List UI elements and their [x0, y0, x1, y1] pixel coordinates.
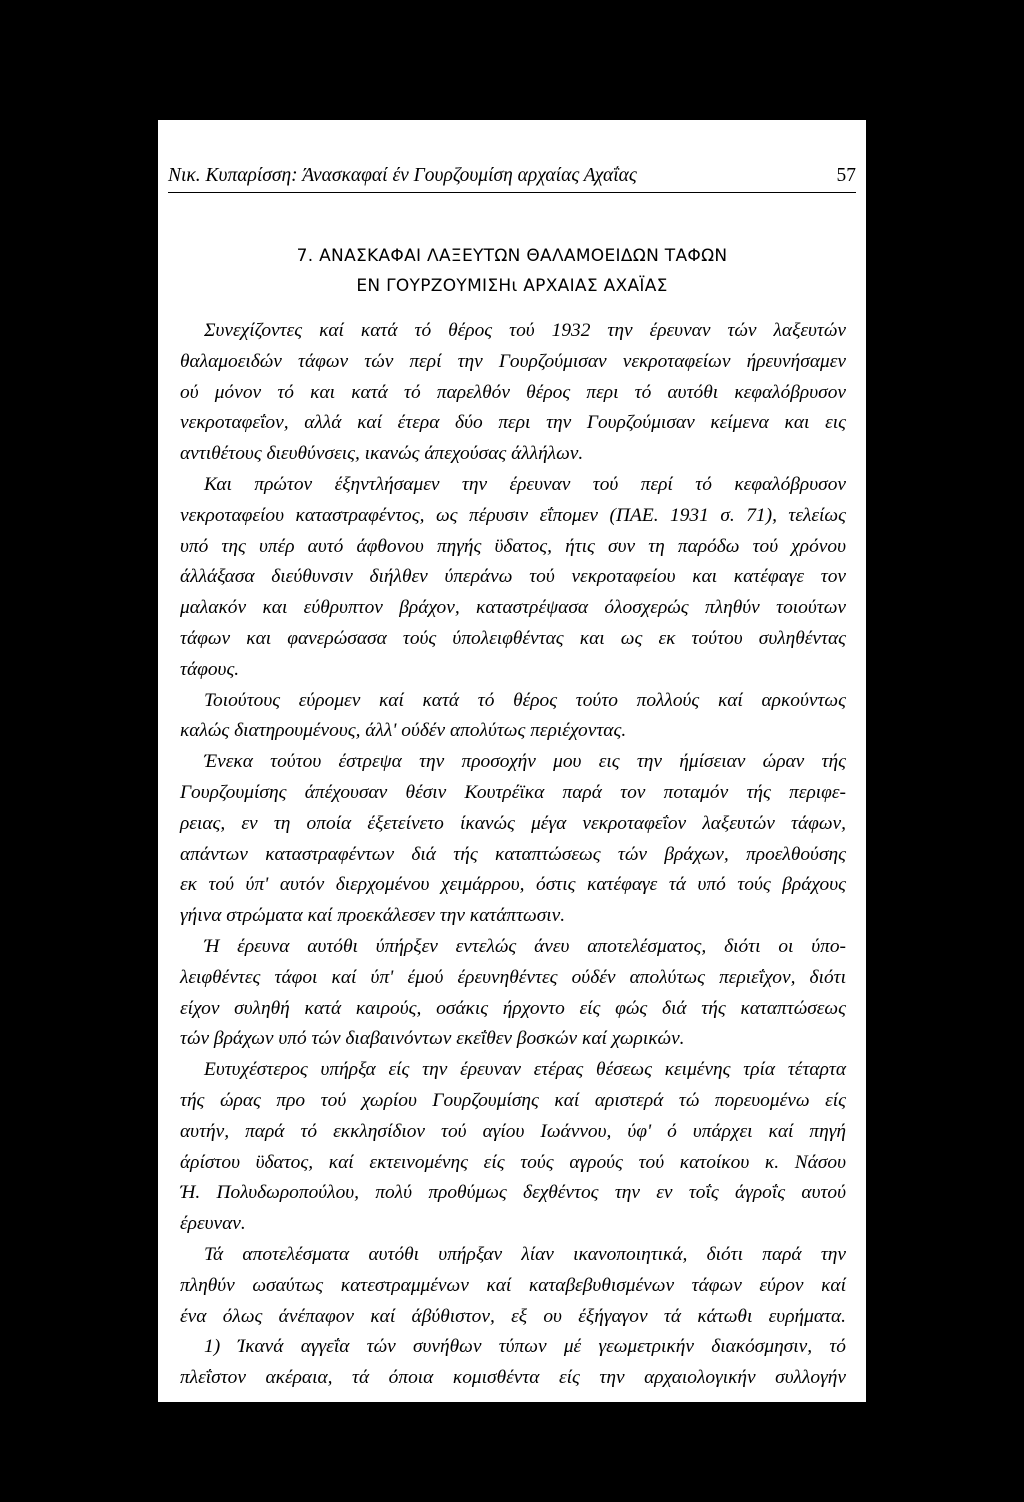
- text-line: πληθύν ωσαύτως κατεστραμμένων καί καταβεβυθισμένων τάφων εύρον καί: [180, 1274, 846, 1296]
- text-line: αυτήν, παρά τό εκκλησίδιον τού αγίου Ιωάννου, ύφ' ό υπάρχει καί πηγή: [180, 1120, 846, 1142]
- text-line: Ή έρευνα αυτόθι ύπήρξεν εντελώς άνευ αποτελέσματος, διότι οι ύπο-: [204, 935, 846, 957]
- text-line: Και πρώτον έξηντλήσαμεν την έρευναν τού περί τό κεφαλόβρυσον: [204, 473, 846, 495]
- text-line: ού μόνον τό και κατά τό παρελθόν θέρος περι τό αυτόθι κεφαλόβρυσον: [180, 381, 846, 403]
- text-line: Ή. Πολυδωροπούλου, πολύ προθύμως δεχθέντος την εν τοΐς άγροΐς αυτού: [180, 1182, 846, 1204]
- text-line: γήινα στρώματα καί προεκάλεσεν την κατάπτωσιν.: [180, 905, 566, 927]
- text-line: αντιθέτους διευθύνσεις, ικανώς άπεχούσας άλλήλων.: [180, 443, 584, 465]
- text-line: θαλαμοειδών τάφων τών περί την Γουρζούμισαν νεκροταφείων ήρευνήσαμεν: [180, 350, 846, 372]
- text-line: τάφων και φανερώσασα τούς ύπολειφθέντας και ως εκ τούτου συληθέντας: [180, 627, 846, 649]
- text-line: Ένεκα τούτου έστρεψα την προσοχήν μου εις την ήμίσειαν ώραν τής: [204, 751, 846, 773]
- text-line: Τά αποτελέσματα αυτόθι υπήρξαν λίαν ικανοποιητικά, διότι παρά την: [204, 1243, 846, 1265]
- text-line: τάφους.: [180, 658, 240, 680]
- text-line: εκ τού ύπ' αυτόν διερχομένου χειμάρρου, όστις κατέφαγε τά υπό τούς βράχους: [180, 874, 846, 896]
- text-line: μαλακόν και εύθρυπτον βράχον, καταστρέψασα όλοσχερώς πληθύν τοιούτων: [180, 597, 846, 619]
- text-line: Γουρζουμίσης άπέχουσαν θέσιν Κουτρέϊκα παρά τον ποταμόν τής περιφε-: [180, 781, 846, 803]
- body-text: [180, 316, 846, 1394]
- running-head-title: Νικ. Κυπαρίσση: Άνασκαφαί έν Γουρζουμίση αρχαίας Αχαΐας: [168, 165, 637, 186]
- running-head: [168, 156, 856, 196]
- text-line: λειφθέντες τάφοι καί ύπ' έμού έρευνηθέντες ούδέν απολύτως περιεΐχον, διότι: [180, 966, 846, 988]
- text-line: άρίστου ϋδατος, καί εκτεινομένης είς τούς αγρούς τού κατοίκου κ. Νάσου: [180, 1151, 846, 1173]
- text-line: τής ώρας προ τού χωρίου Γουρζουμίσης καί αριστερά τώ πορευομένω είς: [180, 1089, 846, 1111]
- text-line: καλώς διατηρουμένους, άλλ' ούδέν απολύτως περιέχοντας.: [180, 720, 627, 742]
- text-line: πλεΐστον ακέραια, τά όποια κομισθέντα είς την αρχαιολογικήν συλλογήν: [180, 1367, 846, 1389]
- text-line: νεκροταφεΐον, αλλά καί έτερα δύο περι την Γουρζούμισαν κείμενα και εις: [180, 412, 846, 434]
- text-line: ρειας, εν τη οποία έξετείνετο ίκανώς μέγα νεκροταφεΐον λαξευτών τάφων,: [180, 812, 846, 834]
- page-number: 57: [836, 165, 856, 186]
- text-line: απάντων καταστραφέντων διά τής καταπτώσεως τών βράχων, προελθούσης: [180, 843, 846, 865]
- text-line: νεκροταφείου καταστραφέντος, ως πέρυσιν εΐπομεν (ΠΑΕ. 1931 σ. 71), τελείως: [180, 504, 846, 526]
- text-line: έρευναν.: [180, 1213, 246, 1235]
- text-line: Ευτυχέστερος υπήρξα είς την έρευναν ετέρας θέσεως κειμένης τρία τέταρτα: [204, 1059, 846, 1081]
- text-line: Συνεχίζοντες καί κατά τό θέρος τού 1932 την έρευναν τών λαξευτών: [204, 320, 846, 341]
- header-rule: [168, 192, 856, 193]
- text-line: άλλάξασα διεύθυνσιν διήλθεν ύπεράνω τού νεκροταφείου και κατέφαγε τον: [180, 566, 846, 588]
- text-line: υπό της υπέρ αυτό άφθονου πηγής ϋδατος, ήτις συν τη παρόδω τού χρόνου: [180, 535, 846, 557]
- text-line: 1) Ίκανά αγγεΐα τών συνήθων τύπων μέ γεωμετρικήν διακόσμησιν, τό: [204, 1336, 846, 1358]
- book-page: [158, 120, 866, 1402]
- section-heading-line-1: 7. ΑΝΑΣΚΑΦΑΙ ΛΑΞΕΥΤΩΝ ΘΑΛΑΜΟΕΙΔΩΝ ΤΑΦΩΝ: [296, 246, 728, 266]
- text-line: είχον συληθή κατά καιρούς, οσάκις ήρχοντο είς φώς διά τής καταπτώσεως: [180, 997, 846, 1019]
- text-line: τών βράχων υπό τών διαβαινόντων εκεΐθεν βοσκών καί χωρικών.: [180, 1028, 685, 1050]
- section-heading-line-2: ΕΝ ΓΟΥΡΖΟΥΜΙΣΗι ΑΡΧΑΙΑΣ ΑΧΑΪΑΣ: [356, 276, 668, 296]
- text-line: Τοιούτους εύρομεν καί κατά τό θέρος τούτο πολλούς καί αρκούντως: [204, 689, 846, 711]
- text-line: ένα όλως άνέπαφον καί άβύθιστον, εξ ου έξήγαγον τά κάτωθι ευρήματα.: [180, 1305, 846, 1327]
